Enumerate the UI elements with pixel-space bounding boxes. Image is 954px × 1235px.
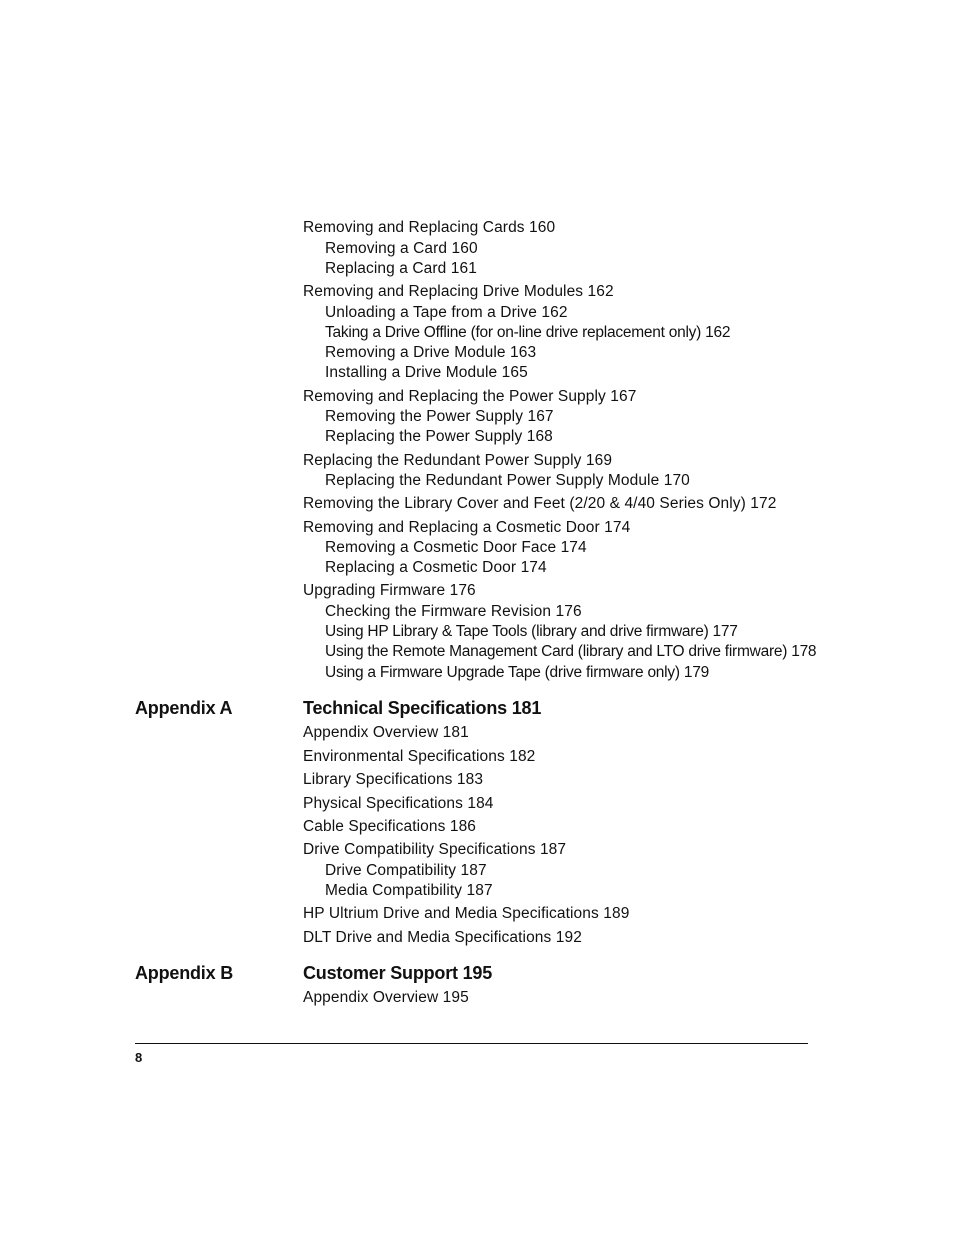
toc-entry[interactable]: Removing and Replacing a Cosmetic Door 174 [303,519,631,536]
appendix-b-label: Appendix B [135,963,234,983]
toc-entry[interactable]: Cable Specifications 186 [303,818,477,835]
toc-subentry[interactable]: Checking the Firmware Revision 176 [325,603,582,620]
toc-entry[interactable]: Library Specifications 183 [303,771,484,788]
footer-rule [135,1043,808,1044]
toc-entry[interactable]: Replacing the Redundant Power Supply 169 [303,452,613,469]
toc-subentry[interactable]: Installing a Drive Module 165 [325,364,528,381]
toc-subentry[interactable]: Replacing the Power Supply 168 [325,428,553,445]
appendix-a-title[interactable]: Technical Specifications 181 [303,698,542,718]
toc-subentry[interactable]: Replacing a Card 161 [325,260,477,277]
toc-entry[interactable]: Physical Specifications 184 [303,795,494,812]
toc-subentry[interactable]: Replacing the Redundant Power Supply Module 170 [325,472,690,489]
toc-entry[interactable]: Removing and Replacing Drive Modules 162 [303,283,614,300]
toc-entry[interactable]: Removing and Replacing the Power Supply 167 [303,388,637,405]
toc-entry[interactable]: Upgrading Firmware 176 [303,582,476,599]
toc-subentry[interactable]: Removing a Drive Module 163 [325,344,537,361]
toc-entry[interactable]: HP Ultrium Drive and Media Specifications 189 [303,905,630,922]
toc-subentry[interactable]: Replacing a Cosmetic Door 174 [325,559,547,576]
toc-entry[interactable]: Environmental Specifications 182 [303,748,536,765]
appendix-b-title[interactable]: Customer Support 195 [303,963,493,983]
toc-subentry[interactable]: Removing the Power Supply 167 [325,408,554,425]
toc-entry[interactable]: Appendix Overview 195 [303,989,469,1006]
toc-subentry[interactable]: Drive Compatibility 187 [325,862,487,879]
toc-entry[interactable]: Drive Compatibility Specifications 187 [303,841,567,858]
appendix-a-label: Appendix A [135,698,233,718]
toc-subentry[interactable]: Unloading a Tape from a Drive 162 [325,304,568,321]
toc-entry[interactable]: Removing the Library Cover and Feet (2/20 & 4/40 Series Only) 172 [303,495,777,512]
page-number: 8 [135,1050,143,1065]
toc-subentry[interactable]: Using HP Library & Tape Tools (library and drive firmware) 177 [325,623,738,640]
toc-subentry[interactable]: Using a Firmware Upgrade Tape (drive firmware only) 179 [325,664,709,681]
toc-entry[interactable]: DLT Drive and Media Specifications 192 [303,929,582,946]
toc-subentry[interactable]: Removing a Card 160 [325,240,478,257]
toc-subentry[interactable]: Removing a Cosmetic Door Face 174 [325,539,587,556]
toc-subentry[interactable]: Taking a Drive Offline (for on-line drive replacement only) 162 [325,324,731,341]
toc-entry[interactable]: Removing and Replacing Cards 160 [303,219,556,236]
toc-subentry[interactable]: Using the Remote Management Card (library and LTO drive firmware) 178 [325,643,817,660]
toc-entry[interactable]: Appendix Overview 181 [303,724,469,741]
toc-subentry[interactable]: Media Compatibility 187 [325,882,493,899]
